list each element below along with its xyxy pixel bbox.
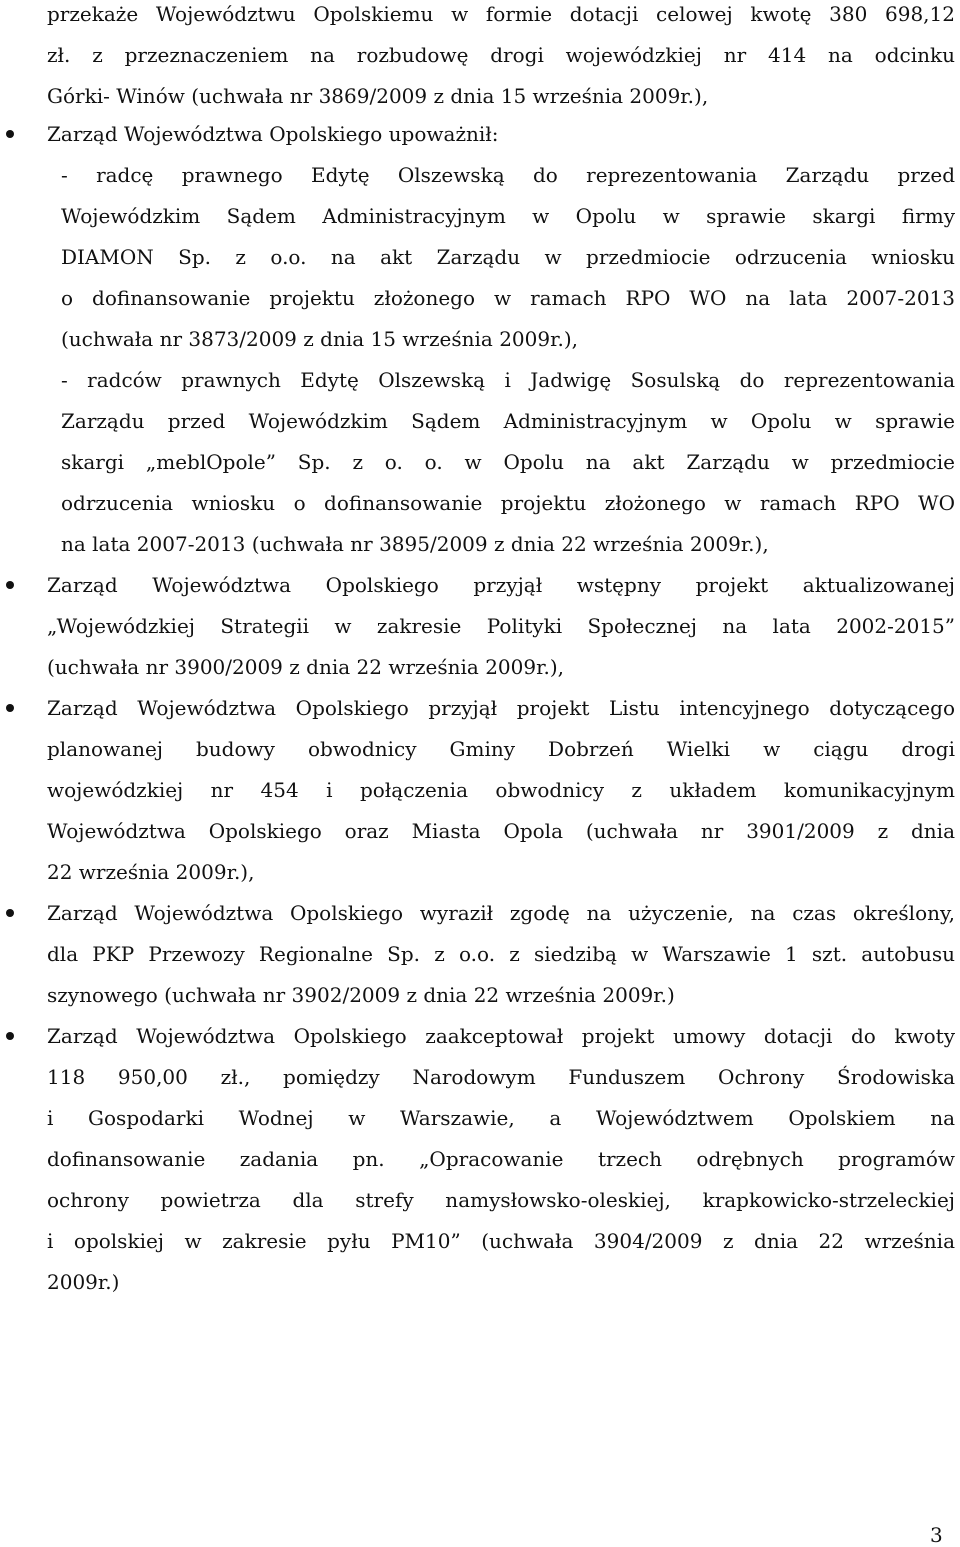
text-line: i Gospodarki Wodnej w Warszawie, a Województwem Opolskiem na bbox=[47, 1106, 955, 1130]
text-line: skargi „meblOpole” Sp. z o. o. w Opolu na akt Zarządu w przedmiocie bbox=[61, 450, 955, 474]
text-line: (uchwała nr 3873/2009 z dnia 15 września 2009r.), bbox=[61, 327, 578, 351]
text-line: Zarząd Województwa Opolskiego przyjął wstępny projekt aktualizowanej bbox=[47, 573, 955, 597]
bullet-icon bbox=[6, 130, 14, 138]
text-line: (uchwała nr 3900/2009 z dnia 22 września 2009r.), bbox=[47, 655, 564, 679]
text-line: Zarząd Województwa Opolskiego wyraził zgodę na użyczenie, na czas określony, bbox=[47, 901, 955, 925]
text-line: szynowego (uchwała nr 3902/2009 z dnia 22 września 2009r.) bbox=[47, 983, 675, 1007]
text-line: Zarząd Województwa Opolskiego upoważnił: bbox=[47, 122, 499, 146]
text-line: Zarząd Województwa Opolskiego zaakceptował projekt umowy dotacji do kwoty bbox=[47, 1024, 955, 1048]
text-line: „Wojewódzkiej Strategii w zakresie Polityki Społecznej na lata 2002-2015” bbox=[47, 614, 955, 638]
text-line: ochrony powietrza dla strefy namysłowsko-oleskiej, krapkowicko-strzeleckiej bbox=[47, 1188, 955, 1212]
bullet-icon bbox=[6, 581, 14, 589]
text-line: dofinansowanie zadania pn. „Opracowanie trzech odrębnych programów bbox=[47, 1147, 955, 1171]
page-number: 3 bbox=[930, 1523, 943, 1547]
text-line: Zarządu przed Wojewódzkim Sądem Administracyjnym w Opolu w sprawie bbox=[61, 409, 955, 433]
text-line: Górki- Winów (uchwała nr 3869/2009 z dnia 15 września 2009r.), bbox=[47, 84, 709, 108]
text-line: - radców prawnych Edytę Olszewską i Jadwigę Sosulską do reprezentowania bbox=[61, 368, 955, 392]
text-line: 2009r.) bbox=[47, 1270, 120, 1294]
text-line: DIAMON Sp. z o.o. na akt Zarządu w przedmiocie odrzucenia wniosku bbox=[61, 245, 955, 269]
text-line: odrzucenia wniosku o dofinansowanie projektu złożonego w ramach RPO WO bbox=[61, 491, 955, 515]
text-line: 22 września 2009r.), bbox=[47, 860, 255, 884]
text-line: dla PKP Przewozy Regionalne Sp. z o.o. z siedzibą w Warszawie 1 szt. autobusu bbox=[47, 942, 955, 966]
text-line: o dofinansowanie projektu złożonego w ramach RPO WO na lata 2007-2013 bbox=[61, 286, 955, 310]
text-line: wojewódzkiej nr 454 i połączenia obwodnicy z układem komunikacyjnym bbox=[47, 778, 955, 802]
text-line: zł. z przeznaczeniem na rozbudowę drogi wojewódzkiej nr 414 na odcinku bbox=[47, 43, 955, 67]
bullet-icon bbox=[6, 704, 14, 712]
text-line: Zarząd Województwa Opolskiego przyjął projekt Listu intencyjnego dotyczącego bbox=[47, 696, 955, 720]
bullet-icon bbox=[6, 1032, 14, 1040]
text-line: planowanej budowy obwodnicy Gminy Dobrzeń Wielki w ciągu drogi bbox=[47, 737, 955, 761]
text-line: 118 950,00 zł., pomiędzy Narodowym Funduszem Ochrony Środowiska bbox=[47, 1065, 955, 1089]
text-line: - radcę prawnego Edytę Olszewską do reprezentowania Zarządu przed bbox=[61, 163, 955, 187]
text-line: na lata 2007-2013 (uchwała nr 3895/2009 z dnia 22 września 2009r.), bbox=[61, 532, 769, 556]
text-line: Wojewódzkim Sądem Administracyjnym w Opolu w sprawie skargi firmy bbox=[61, 204, 955, 228]
bullet-icon bbox=[6, 909, 14, 917]
text-line: i opolskiej w zakresie pyłu PM10” (uchwała 3904/2009 z dnia 22 września bbox=[47, 1229, 955, 1253]
text-line: przekaże Województwu Opolskiemu w formie dotacji celowej kwotę 380 698,12 bbox=[47, 2, 955, 26]
text-line: Województwa Opolskiego oraz Miasta Opola (uchwała nr 3901/2009 z dnia bbox=[47, 819, 955, 843]
